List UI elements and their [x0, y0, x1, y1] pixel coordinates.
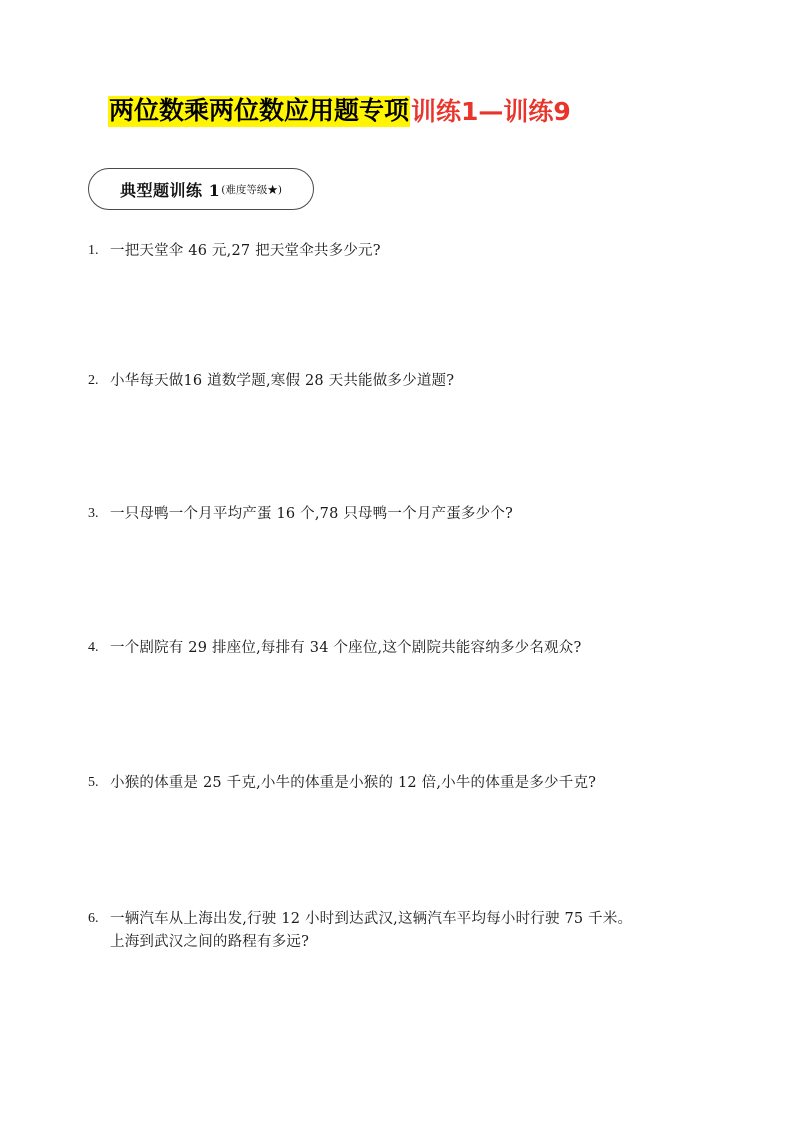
page-title-red: 训练1—训练9 — [411, 96, 571, 126]
page-title — [108, 96, 571, 127]
problem-list — [88, 240, 708, 953]
section-difficulty: (难度等级★) — [221, 183, 282, 196]
problem-number: 4. — [88, 640, 99, 656]
problem-text: 一辆汽车从上海出发,行驶 12 小时到达武汉,这辆汽车平均每小时行驶 75 千米。 — [110, 911, 633, 928]
problem-text-line2: 上海到武汉之间的路程有多远? — [110, 933, 310, 950]
problem-text: 一个剧院有 29 排座位,每排有 34 个座位,这个剧院共能容纳多少名观众? — [110, 640, 582, 657]
section-label: 典型题训练 1 — [120, 180, 221, 200]
problem-text: 一只母鸭一个月平均产蛋 16 个,78 只母鸭一个月产蛋多少个? — [110, 505, 514, 522]
problem-number: 5. — [88, 774, 99, 790]
problem-number: 2. — [88, 373, 99, 389]
problem-item — [88, 772, 708, 794]
problem-text: 一把天堂伞 46 元,27 把天堂伞共多少元? — [110, 243, 381, 259]
problem-text: 小猴的体重是 25 千克,小牛的体重是小猴的 12 倍,小牛的体重是多少千克? — [110, 774, 597, 791]
problem-number: 6. — [88, 911, 99, 927]
problem-item — [88, 908, 708, 953]
problem-item — [88, 637, 708, 659]
problem-item — [88, 503, 708, 525]
problem-item — [88, 240, 708, 262]
problem-item — [88, 370, 708, 392]
page-title-highlight: 两位数乘两位数应用题专项 — [109, 96, 410, 125]
problem-number: 3. — [88, 505, 99, 521]
problem-text-block — [110, 908, 708, 953]
problem-text: 小华每天做16 道数学题,寒假 28 天共能做多少道题? — [110, 373, 455, 390]
problem-number: 1. — [88, 243, 99, 258]
section-badge — [88, 168, 314, 210]
